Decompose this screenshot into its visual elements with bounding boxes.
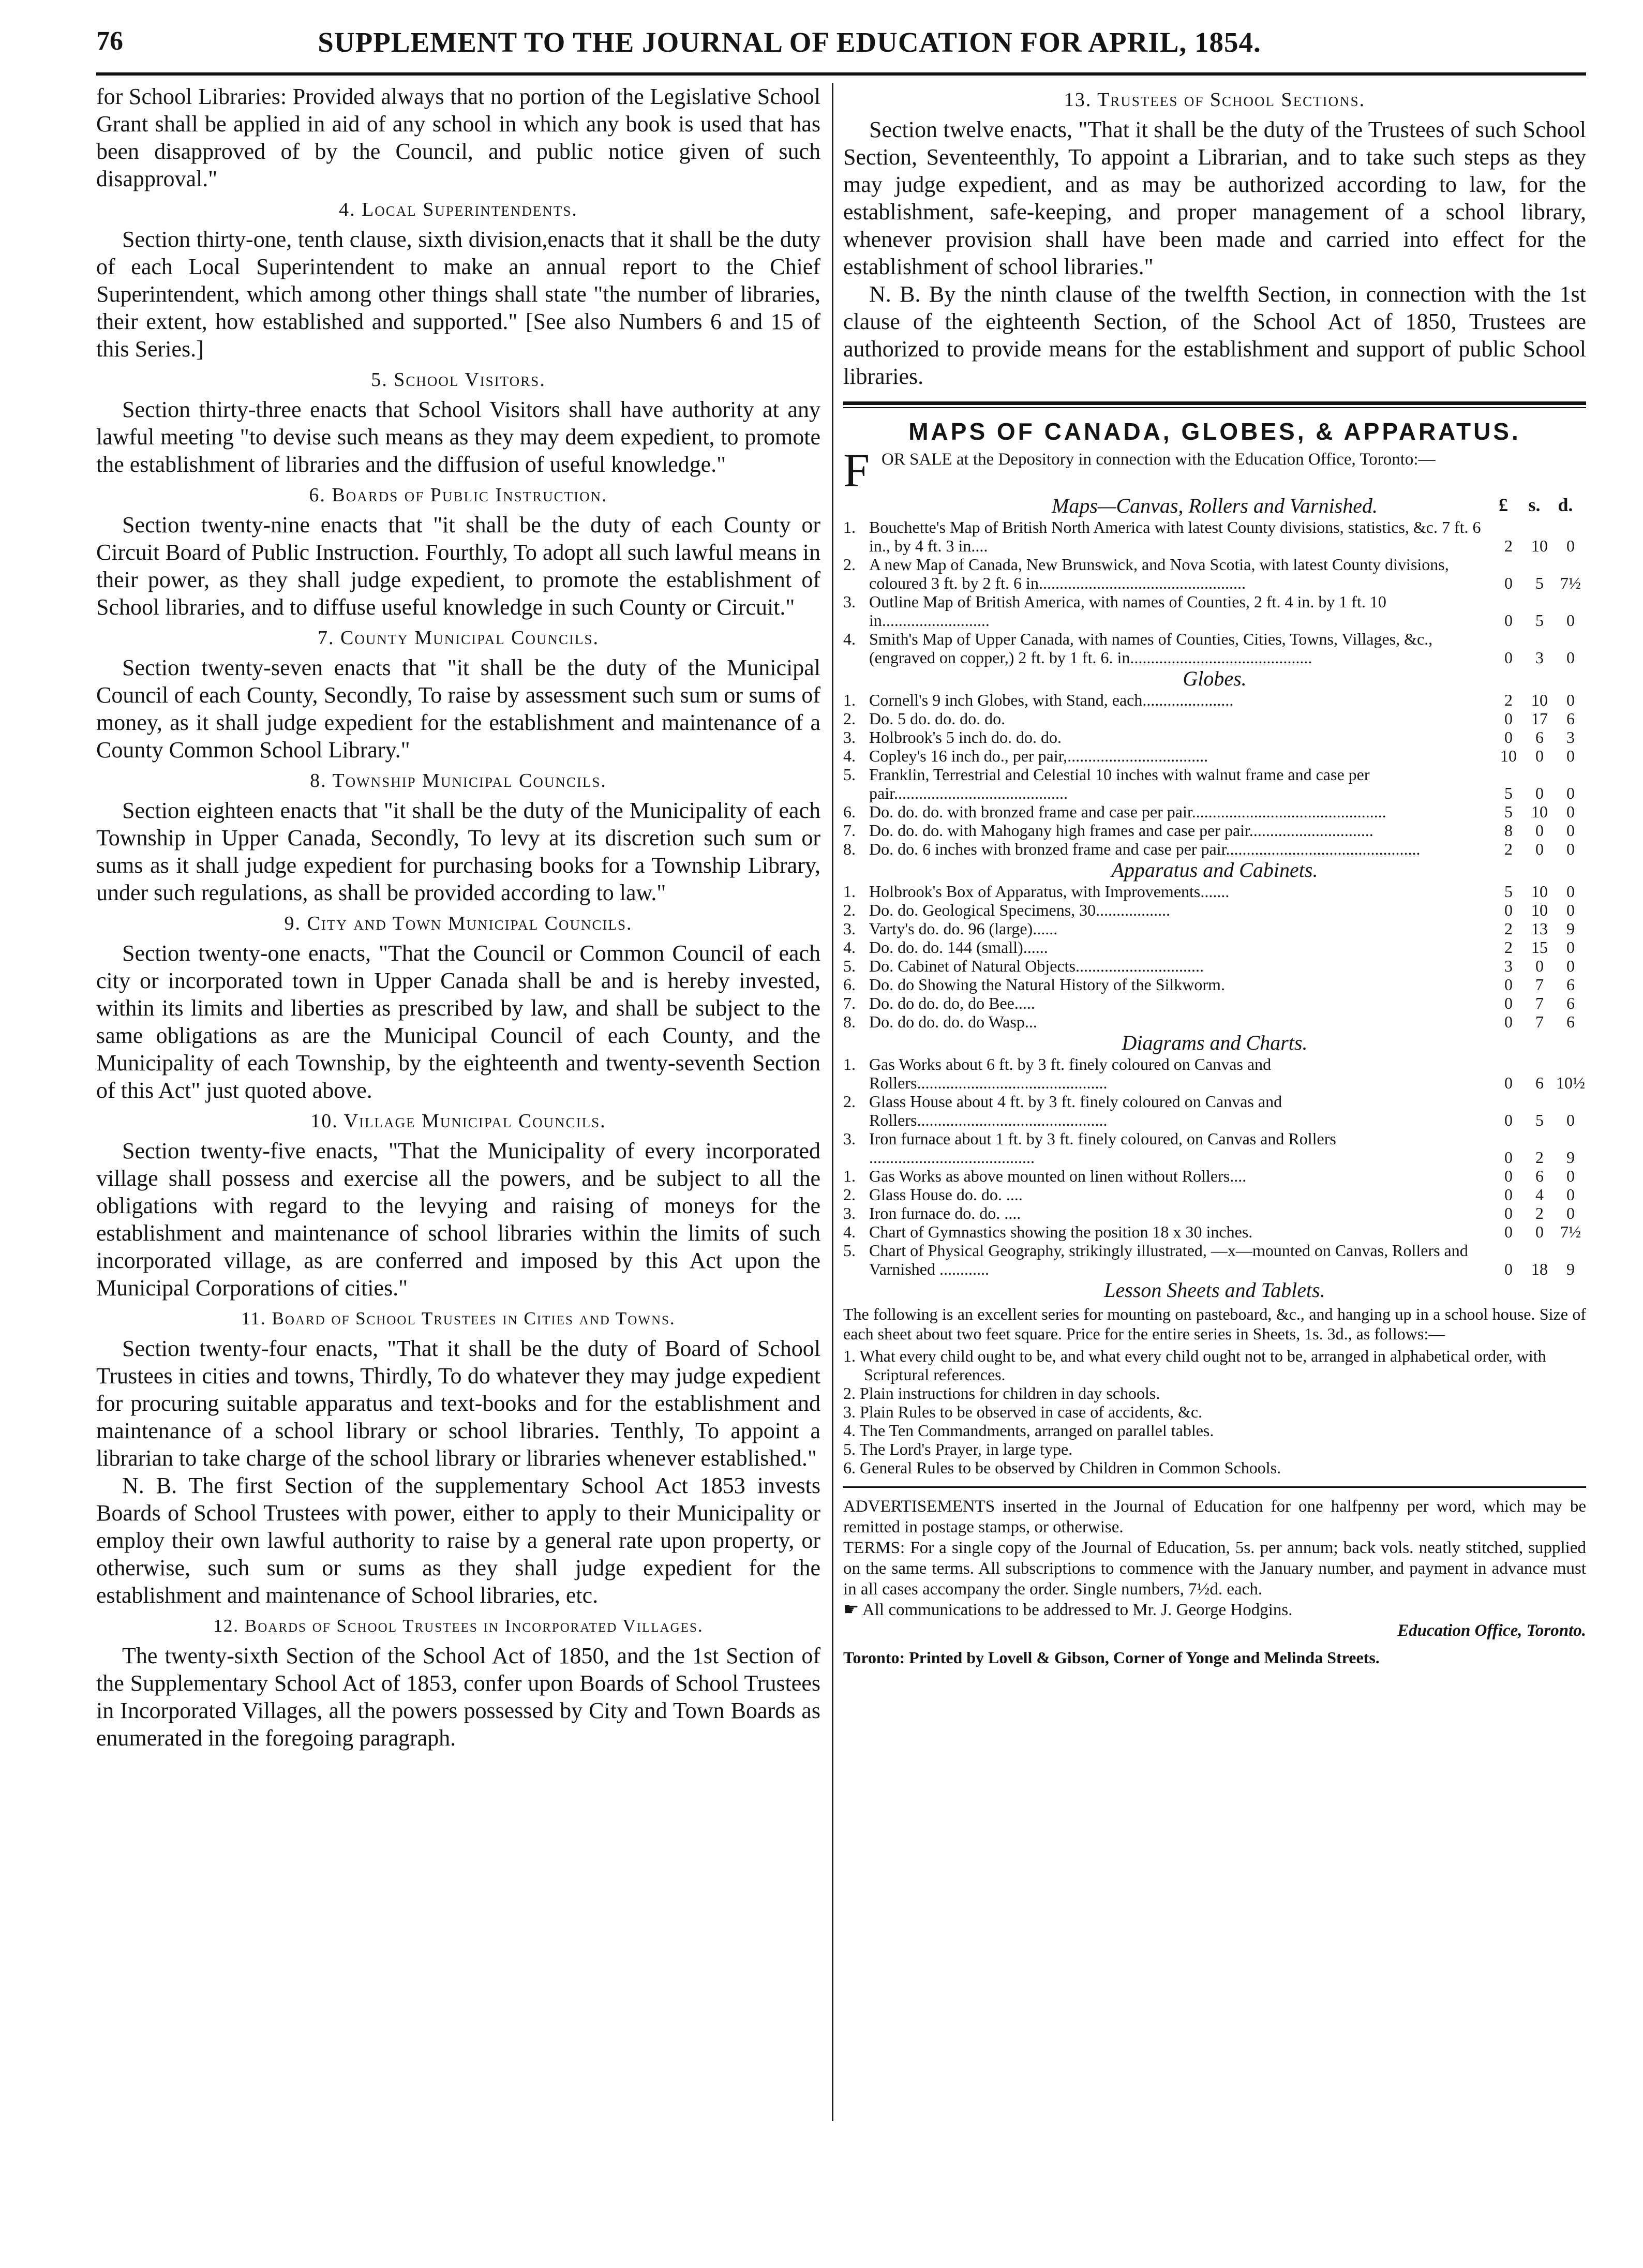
section-heading-township-councils: 8. Township Municipal Councils. [310, 770, 607, 792]
price-row [843, 821, 1586, 840]
item-description: Copley's 16 inch do., per pair,.................................. [869, 747, 1208, 765]
pounds: 0 [1504, 1111, 1513, 1129]
item-number: 1. [843, 691, 856, 709]
pounds: 5 [1504, 784, 1513, 802]
currency-header: d. [1558, 495, 1573, 515]
item-number: 6. [843, 802, 856, 821]
pounds: 0 [1504, 994, 1513, 1012]
pence: 0 [1566, 882, 1575, 901]
shillings: 0 [1535, 840, 1544, 858]
price-table [843, 691, 1586, 858]
lesson-sheet-item: 6. General Rules to be observed by Children in Common Schools. [843, 1458, 1281, 1477]
price-section-title: Diagrams and Charts. [1122, 1031, 1308, 1054]
pounds: 0 [1504, 709, 1513, 728]
paragraph: Section eighteen enacts that "it shall be the duty of the Municipality of each Township in Upper Canada, Secondly, To levy at its discretion such sum or sums as it shall judge expedient for purchasing books for a Township Library, under such regulations, as shall be provided according to law." [96, 798, 820, 905]
price-row [843, 1055, 1586, 1092]
pence: 0 [1566, 957, 1575, 975]
currency-headers [1488, 494, 1581, 516]
item-description: A new Map of Canada, New Brunswick, and Nova Scotia, with latest County divisions, coloured 3 ft. by 2 ft. 6 in.................................................. [869, 555, 1449, 592]
shillings: 4 [1535, 1185, 1544, 1204]
pence: 0 [1566, 802, 1575, 821]
price-row [843, 994, 1586, 1012]
item-number: 1. [843, 1167, 856, 1185]
section-heading-trustees-cities-towns: 11. Board of School Trustees in Cities and Towns. [241, 1308, 676, 1329]
item-number: 1. [843, 882, 856, 901]
item-description: Gas Works as above mounted on linen without Rollers.... [869, 1167, 1247, 1185]
price-row [843, 555, 1586, 592]
item-description: Glass House do. do. .... [869, 1185, 1023, 1204]
item-description: Do. do do. do. do Wasp... [869, 1012, 1037, 1031]
terms-notice: TERMS: For a single copy of the Journal of Education, 5s. per annum; back vols. neatly stitched, supplied on the same terms. All subscriptions to commence with the January number, and payment in advance must in all cases accompany the order. Single numbers, 7½d. each. [843, 1539, 1586, 1599]
price-row [843, 1129, 1586, 1167]
paragraph: Section twenty-one enacts, "That the Council or Common Council of each city or incorporated town in Upper Canada shall be and is hereby invested, within its limits and liberties as prescribed by law, and shall be subject to the same obligations as are the Municipal Council of each County, and the Municipality of each Township, by the eighteenth and twenty-seventh Section of this Act" just quoted above. [96, 941, 820, 1103]
shillings: 10 [1531, 536, 1548, 555]
pounds: 0 [1504, 1204, 1513, 1222]
currency-header: s. [1528, 495, 1541, 515]
pence: 9 [1566, 1148, 1575, 1167]
shillings: 3 [1535, 648, 1544, 667]
shillings: 7 [1535, 1012, 1544, 1031]
price-row [843, 1012, 1586, 1031]
section-heading-school-visitors: 5. School Visitors. [371, 369, 546, 391]
nota-bene-paragraph: N. B. The first Section of the supplementary School Act 1853 invests Boards of School Trustees with power, either to apply to their Municipality or employ their own lawful authority to raise by a general rate upon property, or otherwise, such sum or sums as they shall judge expedient for the establishment and maintenance of School libraries, etc. [96, 1473, 820, 1608]
lesson-sheets-intro: The following is an excellent series for mounting on pasteboard, &c., and hanging up in a school house. Size of each sheet about two feet square. Price for the entire series in Sheets, 1s. 3d., as follows:— [843, 1305, 1586, 1343]
continued-paragraph: for School Libraries: Provided always that no portion of the Legislative School Grant shall be applied in aid of any school in which any book is used that has been disapproved of by the Council, and public notice given of such disapproval." [96, 84, 820, 191]
item-description: Smith's Map of Upper Canada, with names of Counties, Cities, Towns, Villages, &c., (engraved on copper,) 2 ft. by 1 ft. 6. in............................................ [869, 630, 1433, 667]
trustees-article [843, 87, 1586, 390]
item-description: Holbrook's 5 inch do. do. do. [869, 728, 1062, 747]
shillings: 6 [1535, 1073, 1544, 1092]
item-description: Do. 5 do. do. do. do. [869, 709, 1006, 728]
item-description: Do. do. do. with bronzed frame and case per pair............................................... [869, 802, 1386, 821]
item-description: Bouchette's Map of British North America with latest County divisions, statistics, &c. 7 ft. 6 in., by 4 ft. 3 in.... [869, 518, 1481, 555]
pointing-hand-icon: ☛ [843, 1600, 859, 1619]
running-head [96, 21, 1586, 67]
section-heading-county-councils: 7. County Municipal Councils. [318, 627, 599, 649]
item-number: 1. [843, 1055, 856, 1073]
pence: 0 [1566, 1185, 1575, 1204]
paragraph: Section thirty-three enacts that School Visitors shall have authority at any lawful meeting "to devise such means as they may deem expedient, to promote the establishment of libraries and the diffusion of useful knowledge." [96, 397, 820, 477]
paragraph: Section thirty-one, tenth clause, sixth division,enacts that it shall be the duty of each Local Superintendent to make an annual report to the Chief Superintendent, which among other things shall state "the number of libraries, their extent, how established and supported." [See also Numbers 6 and 15 of this Series.] [96, 227, 820, 362]
price-row [843, 938, 1586, 957]
item-number: 6. [843, 975, 856, 994]
paragraph: Section twelve enacts, "That it shall be the duty of the Trustees of such School Section, Seventeenthly, To appoint a Librarian, and to take such steps as they may judge expedient, and as may be authorized according to law, for the establishment, safe-keeping, and proper management of a school library, whenever provision shall have been made and carried into effect for the establishment of school libraries." [843, 117, 1586, 279]
section-rule [843, 401, 1586, 408]
item-number: 4. [843, 747, 856, 765]
price-row [843, 592, 1586, 630]
advert-intro [843, 444, 1586, 497]
currency-header: £ [1499, 495, 1508, 515]
pence: 0 [1566, 536, 1575, 555]
shillings: 2 [1535, 1204, 1544, 1222]
price-row [843, 691, 1586, 709]
printer-line: Toronto: Printed by Lovell & Gibson, Corner of Yonge and Melinda Streets. [843, 1648, 1380, 1667]
pence: 7½ [1560, 574, 1581, 592]
item-number: 7. [843, 994, 856, 1012]
item-number: 8. [843, 1012, 856, 1031]
lesson-sheet-item: 2. Plain instructions for children in day schools. [843, 1384, 1160, 1402]
pence: 0 [1566, 821, 1575, 840]
pence: 6 [1566, 975, 1575, 994]
section-heading-city-town-councils: 9. City and Town Municipal Councils. [284, 913, 633, 934]
shillings: 17 [1531, 709, 1548, 728]
price-section-heading [843, 1031, 1586, 1055]
item-description: Chart of Gymnastics showing the position 18 x 30 inches. [869, 1222, 1253, 1241]
price-row [843, 728, 1586, 747]
advertisement-block [843, 417, 1586, 1477]
pence: 3 [1566, 728, 1575, 747]
price-row [843, 709, 1586, 728]
office-signature: Education Office, Toronto. [1397, 1621, 1586, 1640]
pence: 0 [1566, 901, 1575, 919]
shillings: 10 [1531, 802, 1548, 821]
price-row [843, 630, 1586, 667]
item-description: Holbrook's Box of Apparatus, with Improvements....... [869, 882, 1230, 901]
price-table [843, 518, 1586, 667]
item-number: 4. [843, 1222, 856, 1241]
item-description: Outline Map of British America, with names of Counties, 2 ft. 4 in. by 1 ft. 10 in.......................... [869, 592, 1386, 630]
price-lists [843, 494, 1586, 1278]
price-section-heading [843, 494, 1586, 518]
section-heading-trustees-villages: 12. Boards of School Trustees in Incorporated Villages. [213, 1616, 704, 1636]
price-row [843, 802, 1586, 821]
item-description: Do. do. do. with Mahogany high frames and case per pair.............................. [869, 821, 1373, 840]
item-description: Do. do. 6 inches with bronzed frame and case per pair............................................... [869, 840, 1421, 858]
footer-notices [843, 1496, 1586, 1667]
pounds: 0 [1504, 1185, 1513, 1204]
lesson-sheet-item: 3. Plain Rules to be observed in case of accidents, &c. [843, 1402, 1203, 1421]
item-description: Do. Cabinet of Natural Objects............................... [869, 957, 1204, 975]
item-number: 5. [843, 957, 856, 975]
item-description: Do. do Showing the Natural History of the Silkworm. [869, 975, 1225, 994]
shillings: 0 [1535, 784, 1544, 802]
pounds: 0 [1504, 975, 1513, 994]
item-description: Do. do do. do, do Bee..... [869, 994, 1035, 1012]
shillings: 7 [1535, 975, 1544, 994]
paragraph: Section twenty-nine enacts that "it shall be the duty of each County or Circuit Board of Public Instruction. Fourthly, To adopt all such lawful means in their power, as they shall judge expedient, to promote the establishment of School libraries, and to diffuse useful knowledge in such County or Circuit." [96, 512, 820, 620]
shillings: 6 [1535, 728, 1544, 747]
price-row [843, 1241, 1586, 1278]
price-table [843, 1055, 1586, 1278]
drop-cap: F [843, 444, 870, 497]
item-number: 5. [843, 765, 856, 784]
shillings: 6 [1535, 1167, 1544, 1185]
shillings: 0 [1535, 1222, 1544, 1241]
price-row [843, 747, 1586, 765]
paragraph: Section twenty-five enacts, "That the Municipality of every incorporated village shall possess and exercise all the powers, and be subject to all the obligations with regard to the levying and raising of moneys for the establishment and maintenance of school libraries within the limits of such incorporated village, as are conferred and imposed by this Act upon the Municipal Corporations of cities." [96, 1138, 820, 1301]
nota-bene-paragraph: N. B. By the ninth clause of the twelfth Section, in connection with the 1st clause of the eighteenth Section, of the School Act of 1850, Trustees are authorized to provide means for the establishment and support of public School libraries. [843, 281, 1586, 389]
pence: 6 [1566, 1012, 1575, 1031]
item-description: Do. do. do. 144 (small)...... [869, 938, 1048, 957]
item-description: Cornell's 9 inch Globes, with Stand, each...................... [869, 691, 1234, 709]
advert-heading: MAPS OF CANADA, GLOBES, & APPARATUS. [908, 418, 1521, 445]
section-heading-village-councils: 10. Village Municipal Councils. [310, 1110, 606, 1132]
pounds: 0 [1504, 574, 1513, 592]
pence: 0 [1566, 1111, 1575, 1129]
item-number: 2. [843, 901, 856, 919]
price-section-heading [843, 667, 1586, 691]
communications-text: All communications to be addressed to Mr. J. George Hodgins. [862, 1601, 1293, 1619]
left-column [96, 83, 820, 1752]
price-row [843, 765, 1586, 802]
journal-title: SUPPLEMENT TO THE JOURNAL OF EDUCATION FOR APRIL, 1854. [318, 26, 1261, 58]
item-number: 3. [843, 919, 856, 938]
page-number: 76 [96, 26, 123, 56]
price-section-heading [843, 858, 1586, 882]
price-row [843, 1185, 1586, 1204]
price-row [843, 975, 1586, 994]
pence: 0 [1566, 611, 1575, 630]
item-number: 8. [843, 840, 856, 858]
shillings: 18 [1531, 1260, 1548, 1278]
item-description: Iron furnace do. do. .... [869, 1204, 1021, 1222]
right-column [843, 83, 1586, 1667]
item-number: 3. [843, 728, 856, 747]
shillings: 2 [1535, 1148, 1544, 1167]
item-description: Glass House about 4 ft. by 3 ft. finely coloured on Canvas and Rollers.............................................. [869, 1092, 1282, 1129]
pence: 0 [1566, 840, 1575, 858]
item-description: Franklin, Terrestrial and Celestial 10 inches with walnut frame and case per pair.......................................... [869, 765, 1370, 802]
shillings: 10 [1531, 901, 1548, 919]
shillings: 0 [1535, 747, 1544, 765]
shillings: 0 [1535, 821, 1544, 840]
pounds: 0 [1504, 1073, 1513, 1092]
item-number: 4. [843, 938, 856, 957]
pounds: 0 [1504, 728, 1513, 747]
item-number: 2. [843, 709, 856, 728]
pounds: 0 [1504, 1260, 1513, 1278]
shillings: 13 [1531, 919, 1548, 938]
price-row [843, 518, 1586, 555]
item-description: Varty's do. do. 96 (large)...... [869, 919, 1058, 938]
pence: 10½ [1556, 1073, 1585, 1092]
item-number: 2. [843, 1092, 856, 1111]
section-heading-trustees-sections: 13. Trustees of School Sections. [1064, 89, 1366, 111]
pence: 0 [1566, 648, 1575, 667]
section-heading-boards-of-public-instruction: 6. Boards of Public Instruction. [309, 484, 608, 506]
pounds: 0 [1504, 1012, 1513, 1031]
lesson-sheets-title: Lesson Sheets and Tablets. [1104, 1278, 1325, 1302]
item-number: 1. [843, 518, 856, 536]
pence: 9 [1566, 919, 1575, 938]
price-row [843, 919, 1586, 938]
price-row [843, 882, 1586, 901]
item-description: Gas Works about 6 ft. by 3 ft. finely coloured on Canvas and Rollers.............................................. [869, 1055, 1272, 1092]
shillings: 15 [1531, 938, 1548, 957]
item-number: 5. [843, 1241, 856, 1260]
pounds: 10 [1500, 747, 1517, 765]
pounds: 0 [1504, 901, 1513, 919]
item-number: 3. [843, 592, 856, 611]
pence: 0 [1566, 1204, 1575, 1222]
pence: 0 [1566, 691, 1575, 709]
item-description: Iron furnace about 1 ft. by 3 ft. finely coloured, on Canvas and Rollers ........................................ [869, 1129, 1336, 1167]
pounds: 2 [1504, 691, 1513, 709]
pounds: 5 [1504, 802, 1513, 821]
price-section-title: Maps—Canvas, Rollers and Varnished. [1052, 494, 1378, 517]
item-number: 2. [843, 555, 856, 574]
lesson-sheets-list [843, 1347, 1586, 1477]
price-table [843, 882, 1586, 1031]
lesson-sheet-item: 1. What every child ought to be, and what every child ought not to be, arranged in alphabetical order, with Scriptural references. [843, 1347, 1546, 1384]
pounds: 2 [1504, 536, 1513, 555]
pence: 0 [1566, 1167, 1575, 1185]
pounds: 8 [1504, 821, 1513, 840]
price-row [843, 840, 1586, 858]
paragraph: Section twenty-four enacts, "That it shall be the duty of Board of School Trustees in cities and towns, Thirdly, To do whatever they may judge expedient for procuring suitable apparatus and text-books and for the establishment and maintenance of a school library or school libraries. Tenthly, To appoint a librarian to take charge of the school library or libraries whenever established." [96, 1336, 820, 1471]
paragraph: The twenty-sixth Section of the School Act of 1850, and the 1st Section of the Supplementary School Act of 1853, confer upon Boards of School Trustees in Incorporated Villages, all the powers possessed by City and Town Boards as enumerated in the foregoing paragraph. [96, 1643, 820, 1751]
advert-intro-text: OR SALE at the Depository in connection with the Education Office, Toronto:— [882, 450, 1436, 469]
lesson-sheet-item: 5. The Lord's Prayer, in large type. [843, 1440, 1073, 1458]
shillings: 0 [1535, 957, 1544, 975]
pence: 6 [1566, 994, 1575, 1012]
communications-notice [843, 1600, 1586, 1620]
header-rule [96, 72, 1586, 76]
paragraph: Section twenty-seven enacts that "it shall be the duty of the Municipal Council of each County, Secondly, To raise by assessment such sum or sums of money, as it shall judge expedient for the establishment and maintenance of a County Common School Library." [96, 655, 820, 763]
shillings: 7 [1535, 994, 1544, 1012]
price-row [843, 1222, 1586, 1241]
pounds: 5 [1504, 882, 1513, 901]
shillings: 5 [1535, 574, 1544, 592]
item-number: 3. [843, 1204, 856, 1222]
pounds: 3 [1504, 957, 1513, 975]
pounds: 0 [1504, 1167, 1513, 1185]
pounds: 2 [1504, 919, 1513, 938]
price-row [843, 1167, 1586, 1185]
item-number: 7. [843, 821, 856, 840]
item-description: Chart of Physical Geography, strikingly illustrated, —x—mounted on Canvas, Rollers and Varnished ............ [869, 1241, 1468, 1278]
pounds: 0 [1504, 611, 1513, 630]
item-number: 4. [843, 630, 856, 648]
price-row [843, 957, 1586, 975]
advertisements-notice: ADVERTISEMENTS inserted in the Journal of Education for one halfpenny per word, which may be remitted in postage stamps, or otherwise. [843, 1497, 1586, 1536]
item-number: 2. [843, 1185, 856, 1204]
column-divider [832, 83, 833, 2121]
shillings: 5 [1535, 1111, 1544, 1129]
shillings: 10 [1531, 882, 1548, 901]
price-row [843, 1204, 1586, 1222]
pence: 0 [1566, 747, 1575, 765]
price-section-title: Globes. [1183, 667, 1247, 690]
pounds: 2 [1504, 938, 1513, 957]
footer-rule [843, 1486, 1586, 1488]
pence: 6 [1566, 709, 1575, 728]
section-heading-local-superintendents: 4. Local Superintendents. [339, 199, 578, 220]
shillings: 5 [1535, 611, 1544, 630]
pounds: 0 [1504, 648, 1513, 667]
pence: 0 [1566, 784, 1575, 802]
pounds: 2 [1504, 840, 1513, 858]
item-number: 3. [843, 1129, 856, 1148]
shillings: 10 [1531, 691, 1548, 709]
pence: 0 [1566, 938, 1575, 957]
pounds: 0 [1504, 1148, 1513, 1167]
pence: 9 [1566, 1260, 1575, 1278]
pence: 7½ [1560, 1222, 1581, 1241]
price-row [843, 1092, 1586, 1129]
lesson-sheet-item: 4. The Ten Commandments, arranged on parallel tables. [843, 1421, 1214, 1440]
price-row [843, 901, 1586, 919]
pounds: 0 [1504, 1222, 1513, 1241]
item-description: Do. do. Geological Specimens, 30.................. [869, 901, 1171, 919]
price-section-title: Apparatus and Cabinets. [1111, 858, 1318, 882]
